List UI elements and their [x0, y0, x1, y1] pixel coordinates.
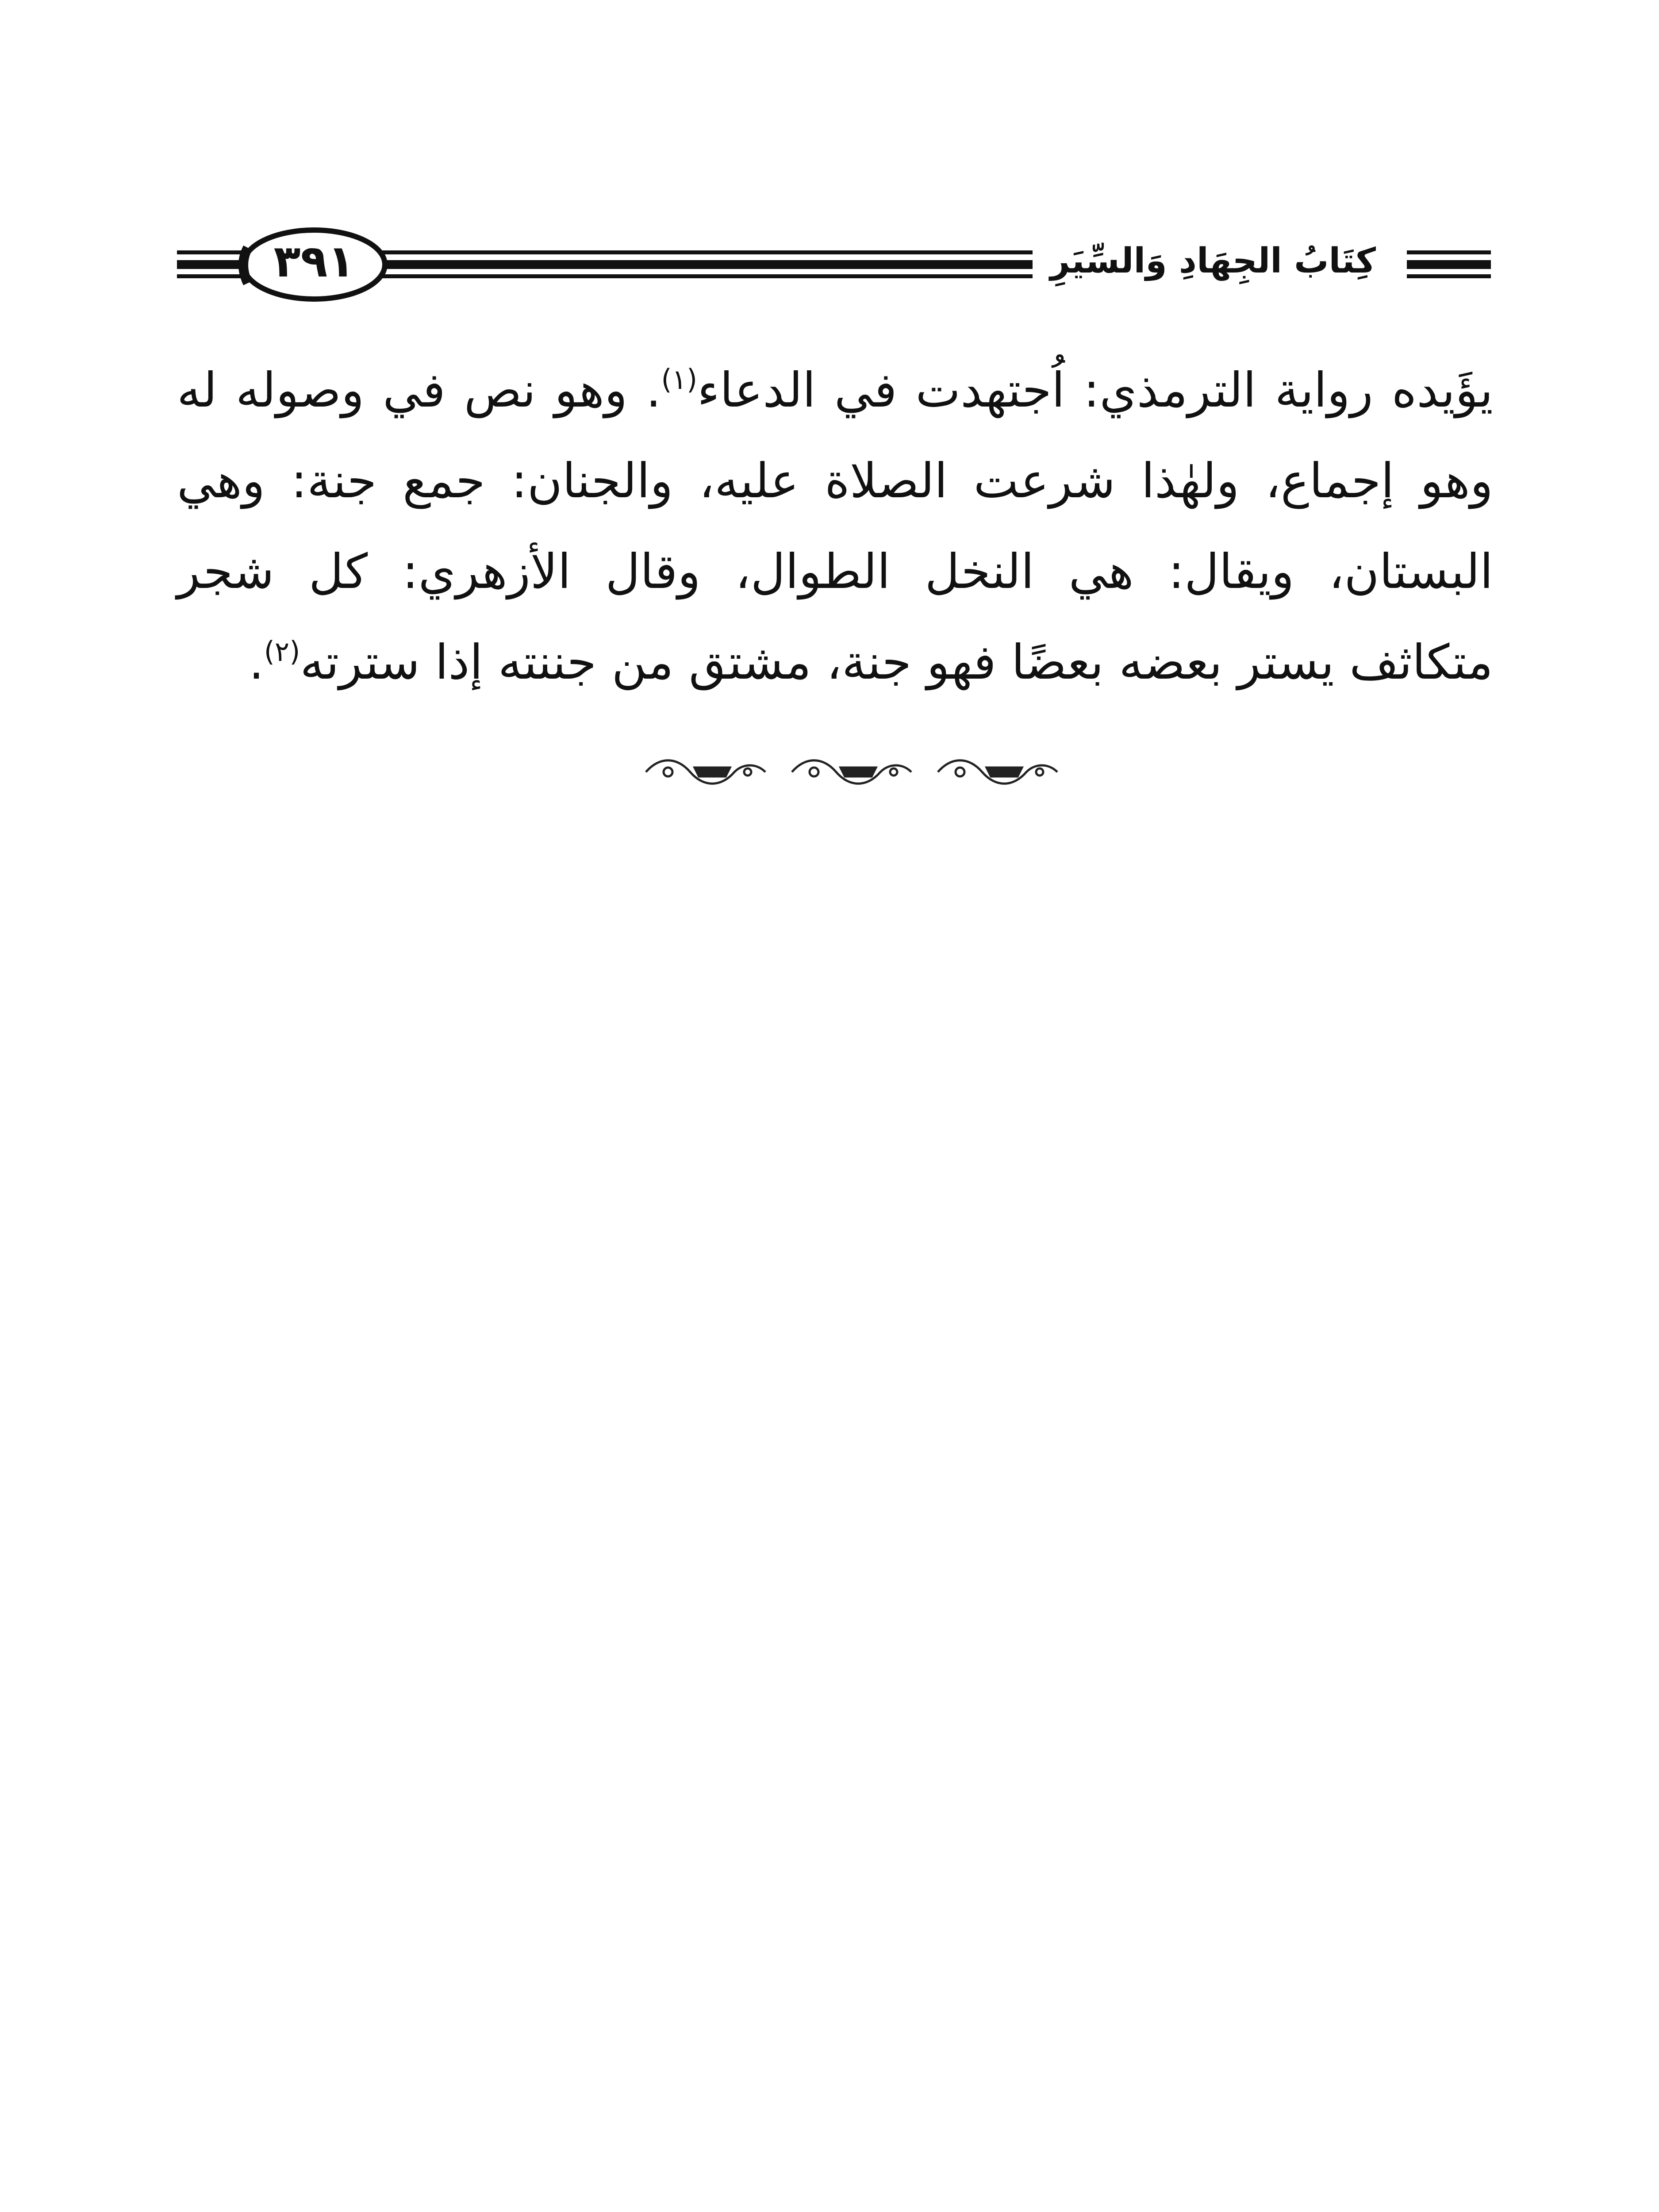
- body-line: [177, 526, 1493, 617]
- header-rules: [0, 0, 1659, 354]
- page-header: [0, 0, 1659, 354]
- footnote-ref: (١): [661, 363, 698, 396]
- book-title: كِتَابُ الجِهَادِ وَالسِّيَرِ: [1033, 234, 1394, 288]
- body-line: [177, 345, 1493, 436]
- body-line-text: وهو إجماع، ولهٰذا شرعت الصلاة عليه، والجنان: جمع جنة: وهي: [177, 453, 1493, 509]
- ornament-divider: [641, 752, 1062, 792]
- body-line-text: متكاثف يستر بعضه بعضًا فهو جنة، مشتق من جننته إذا سترته: [300, 635, 1493, 690]
- body-line: [177, 617, 1493, 708]
- body-line-text: يؤَيده رواية الترمذي: اُجتهدت في الدعاء: [697, 363, 1493, 418]
- body-line-text: .: [249, 635, 264, 690]
- footnote-ref: (٢): [264, 635, 300, 668]
- page-number: ٣٩١: [273, 235, 355, 287]
- body-line: [177, 436, 1493, 526]
- body-paragraph: [177, 345, 1493, 708]
- body-line-text: البستان، ويقال: هي النخل الطوال، وقال الأزهري: كل شجر: [177, 544, 1493, 599]
- body-line-text: . وهو نص في وصوله له: [177, 363, 661, 418]
